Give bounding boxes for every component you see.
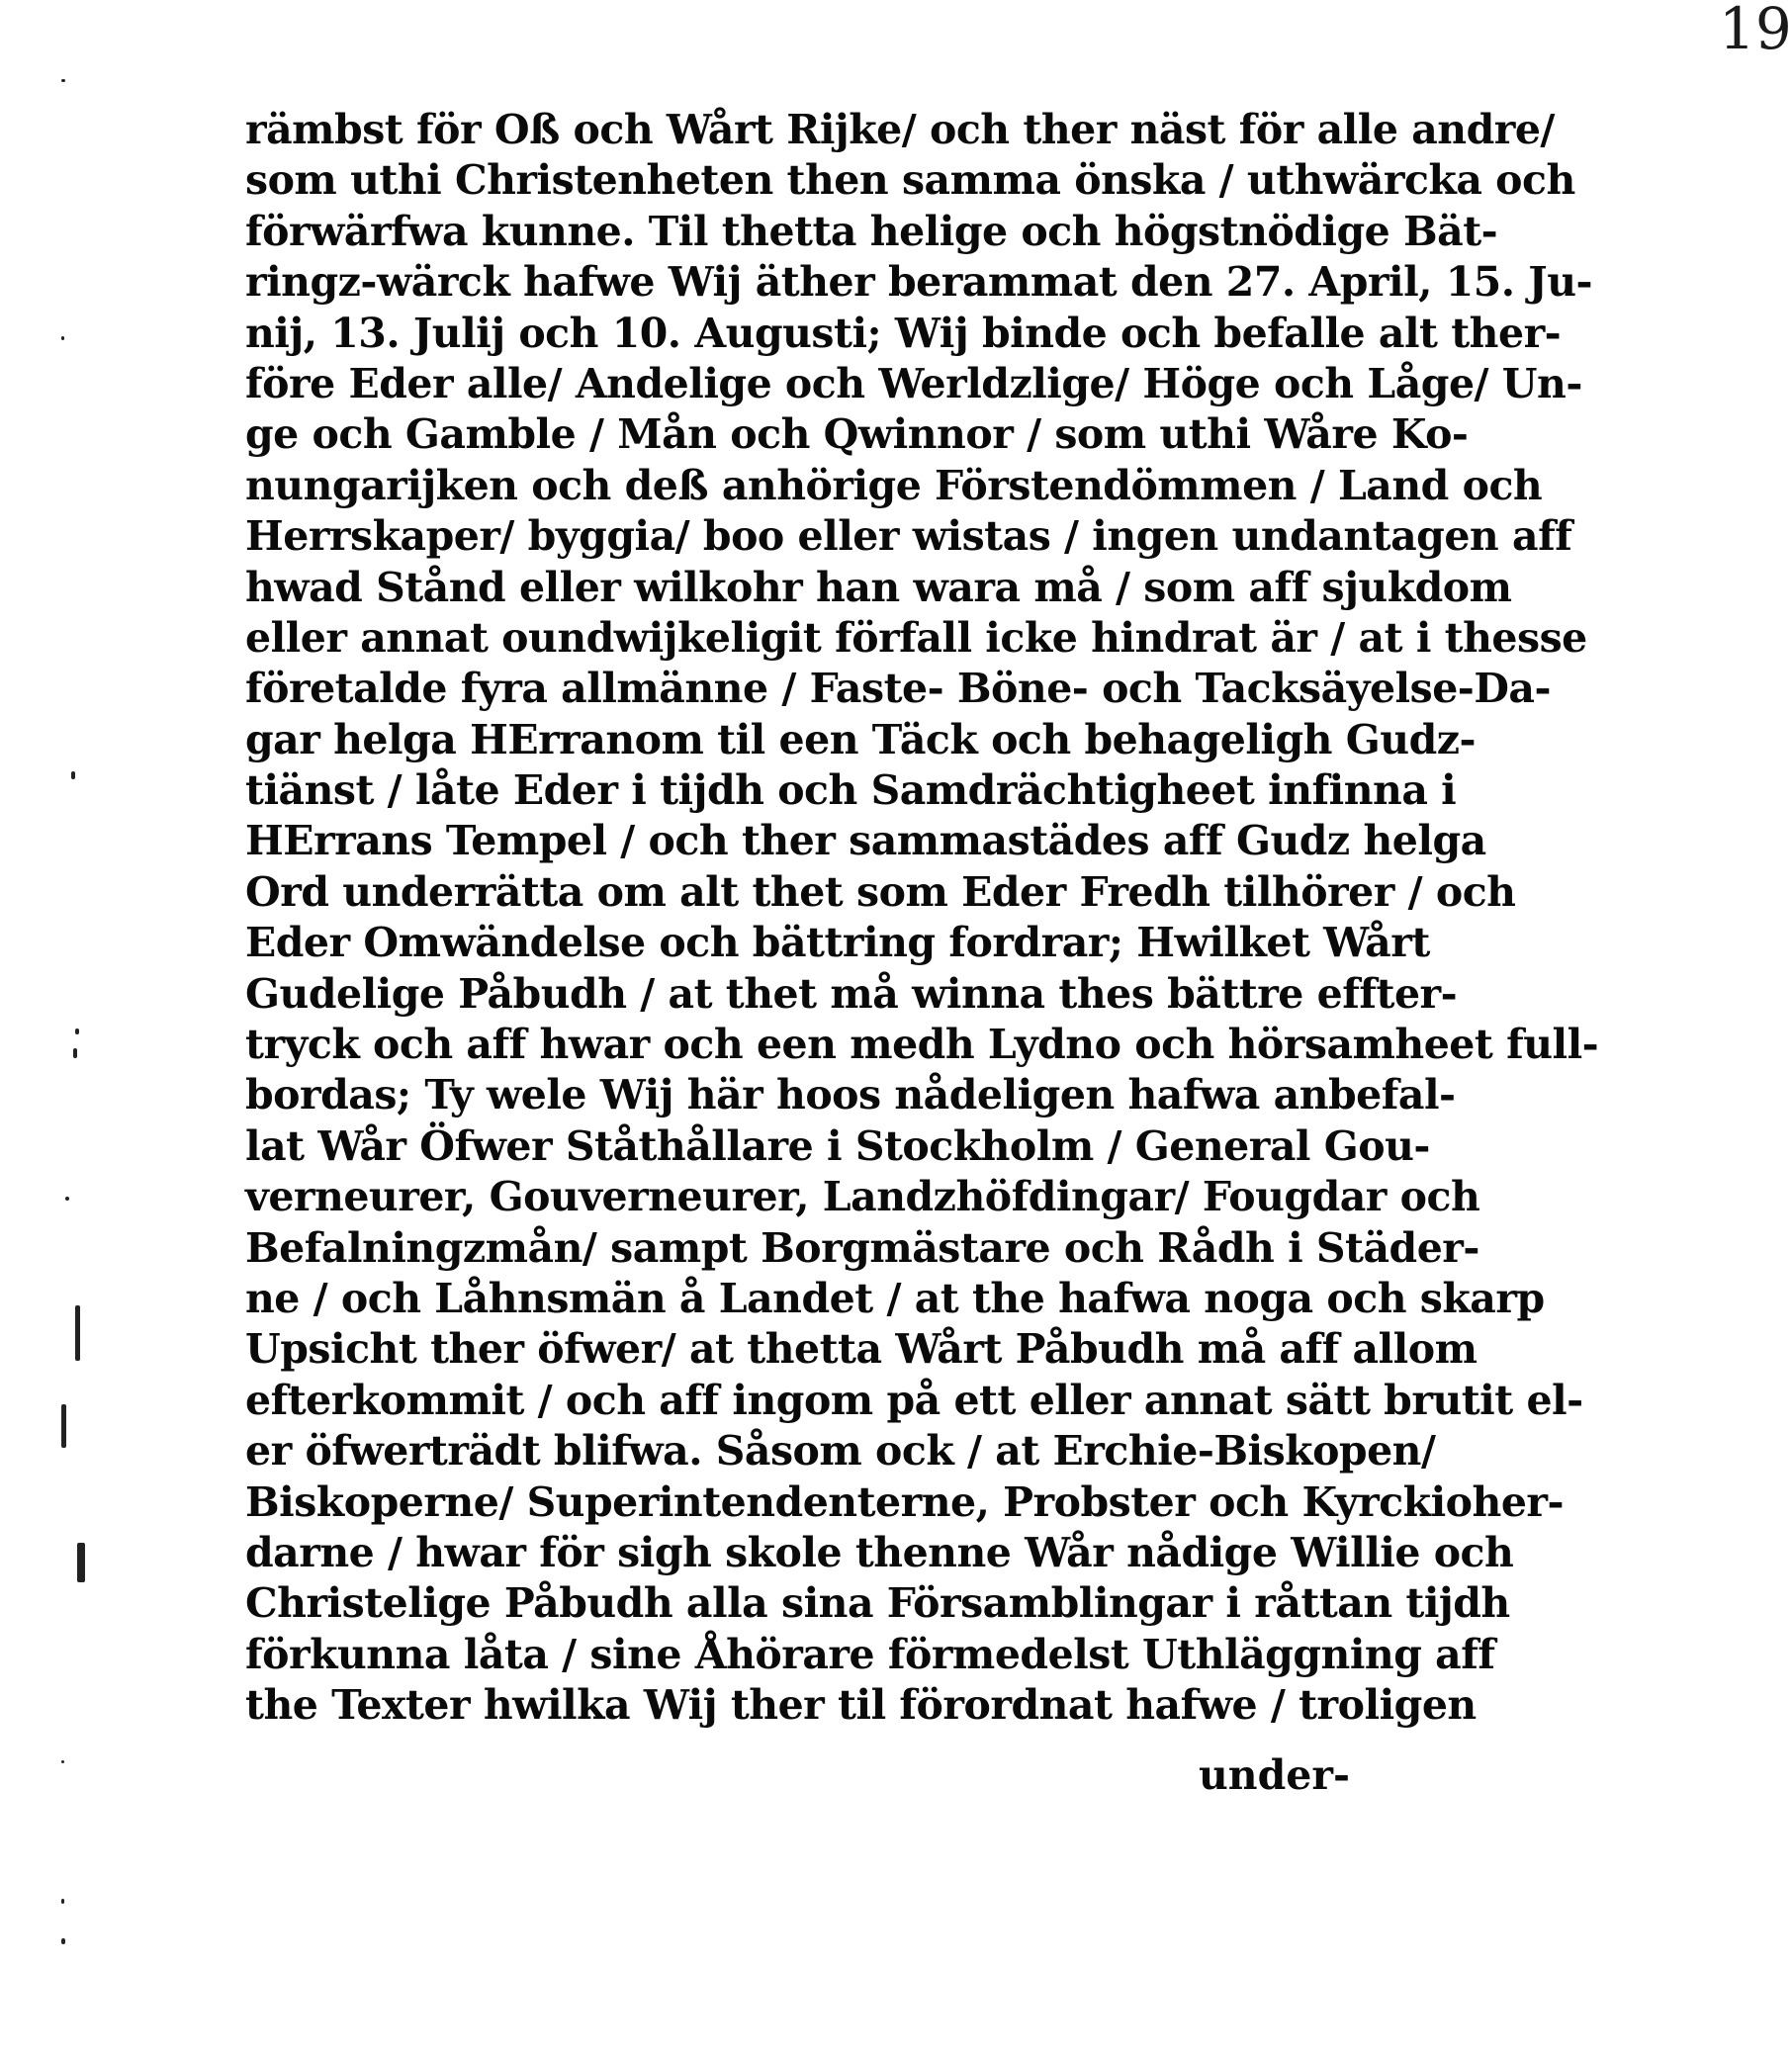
text-line: förkunna låta / sine Åhörare förmedelst Uthläggning aff: [245, 1630, 1495, 1678]
text-line: Befalningzmån/ sampt Borgmästare och Rådh i Städer-: [245, 1223, 1479, 1272]
text-line: the Texter hwilka Wij ther til förordnat hafwe / troligen: [245, 1681, 1477, 1730]
text-line: företalde fyra allmänne / Faste- Böne- och Tacksäyelse-Da-: [245, 665, 1551, 713]
text-line: Gudelige Påbudh / at thet må winna thes bättre effter-: [245, 969, 1458, 1018]
margin-mark: [61, 336, 64, 340]
text-line: Ord underrätta om alt thet som Eder Fredh tilhörer / och: [245, 867, 1516, 916]
text-line: lat Wår Öfwer Ståthållare i Stockholm / General Gou-: [245, 1121, 1430, 1170]
margin-mark: [61, 1404, 66, 1448]
text-line: Eder Omwändelse och bättring fordrar; Hwilket Wårt: [245, 919, 1430, 967]
margin-mark: [73, 1048, 77, 1058]
margin-marks: [40, 79, 99, 2017]
text-line: darne / hwar för sigh skole thenne Wår nådige Willie och: [245, 1528, 1514, 1576]
text-line: er öfwerträdt blifwa. Såsom ock / at Erchie-Biskopen/: [245, 1427, 1436, 1476]
text-line: tiänst / låte Eder i tijdh och Samdrächtigheet infinna i: [245, 766, 1457, 815]
text-line: Upsicht ther öfwer/ at thetta Wårt Påbudh må aff allom: [245, 1325, 1478, 1374]
text-line: ge och Gamble / Mån och Qwinnor / som uthi Wåre Ko-: [245, 410, 1469, 459]
text-line: hwad Stånd eller wilkohr han wara må / som aff sjukdom: [245, 563, 1512, 611]
text-line: som uthi Christenheten then samma önska / uthwärcka och: [245, 156, 1575, 205]
text-line: HErrans Tempel / och ther sammastädes aff Gudz helga: [245, 817, 1486, 865]
text-line: rämbst för Oß och Wårt Rijke/ och ther näst för alle andre/: [245, 106, 1555, 153]
text-line: bordas; Ty wele Wij här hoos nådeligen hafwa anbefal-: [245, 1071, 1456, 1119]
text-line: nij, 13. Julij och 10. Augusti; Wij binde och befalle alt ther-: [245, 309, 1562, 357]
margin-mark: [61, 1899, 64, 1904]
text-line: förwärfwa kunne. Til thetta helige och högstnödige Bät-: [245, 207, 1498, 255]
catchword: under-: [1199, 1751, 1350, 1799]
margin-mark: [71, 771, 75, 779]
text-line: verneurer, Gouverneurer, Landzhöfdingar/ Fougdar och: [245, 1173, 1480, 1221]
margin-mark: [61, 79, 65, 82]
margin-mark: [61, 1938, 65, 1944]
text-line: före Eder alle/ Andelige och Werldzlige/ Höge och Låge/ Un-: [245, 359, 1582, 407]
text-line: eller annat oundwijkeligit förfall icke hindrat är / at i thesse: [245, 613, 1587, 662]
text-line: efterkommit / och aff ingom på ett eller annat sätt brutit el-: [245, 1376, 1583, 1424]
margin-mark: [75, 1028, 79, 1034]
text-line: tryck och aff hwar och een medh Lydno och hörsamheet full-: [245, 1021, 1599, 1069]
body-text: [245, 105, 1599, 1732]
page-number: 19: [1719, 0, 1792, 62]
margin-mark: [75, 1305, 80, 1361]
margin-mark: [61, 1760, 64, 1763]
text-line: ringz-wärck hafwe Wij äther berammat den 27. April, 15. Ju-: [245, 258, 1593, 307]
text-line: Biskoperne/ Superintendenterne, Probster och Kyrckioher-: [245, 1477, 1565, 1526]
text-line: nungarijken och deß anhörige Förstendömmen / Land och: [245, 461, 1543, 509]
text-line: Herrskaper/ byggia/ boo eller wistas / ingen undantagen aff: [245, 512, 1572, 561]
margin-mark: [65, 1197, 69, 1201]
text-line: gar helga HErranom til een Täck och behageligh Gudz-: [245, 715, 1477, 763]
text-line: ne / och Låhnsmän å Landet / at the hafwa noga och skarp: [245, 1274, 1545, 1322]
margin-mark: [77, 1543, 85, 1582]
text-line: Christelige Påbudh alla sina Församblingar i råttan tijdh: [245, 1579, 1510, 1628]
